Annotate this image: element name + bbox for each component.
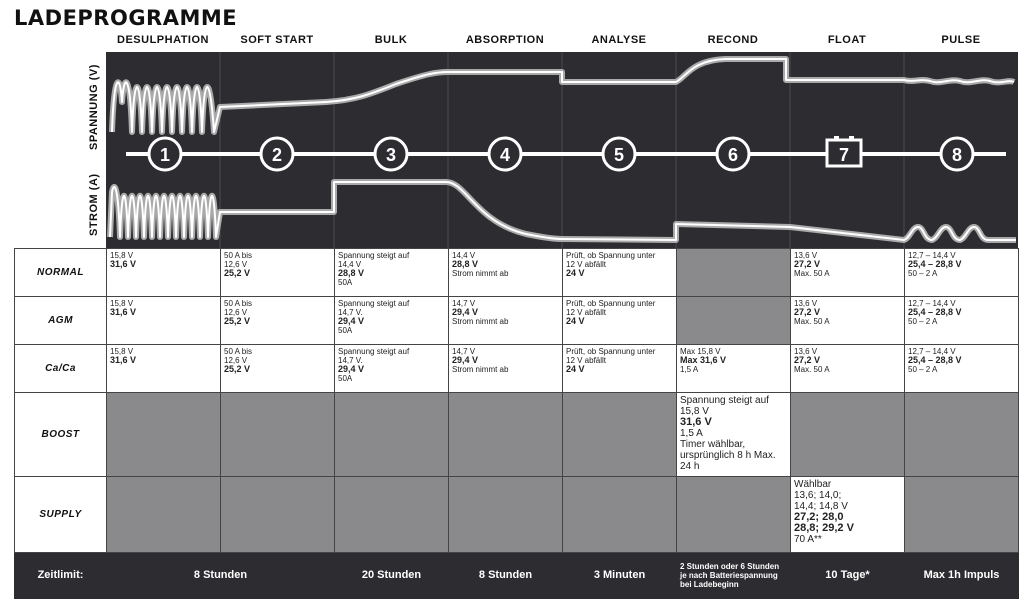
cell-line: Max 15,8 V bbox=[680, 347, 721, 356]
cell-line: 14,4; 14,8 V bbox=[794, 501, 848, 512]
cell-line: 29,4 V bbox=[452, 355, 479, 365]
cell-line: 25,4 – 28,8 V bbox=[908, 307, 962, 317]
time-limit-value: 8 Stunden bbox=[449, 553, 563, 599]
time-limit-value: 3 Minuten bbox=[563, 553, 677, 599]
cell-line: 31,6 V bbox=[110, 259, 137, 269]
cell-line: 13,6; 14,0; bbox=[794, 490, 842, 501]
table-cell-empty bbox=[677, 477, 791, 553]
time-limit-value: 8 Stunden bbox=[107, 553, 335, 599]
table-cell bbox=[107, 297, 221, 345]
table-cell bbox=[335, 297, 449, 345]
step-8-number: 8 bbox=[951, 145, 963, 165]
table-cell-empty bbox=[449, 477, 563, 553]
cell-line: 50 A bis bbox=[224, 251, 253, 260]
table-cell bbox=[449, 249, 563, 297]
table-cell bbox=[449, 297, 563, 345]
table-row bbox=[15, 345, 1019, 393]
step-6-number: 6 bbox=[727, 145, 739, 165]
col-header-analyse: ANALYSE bbox=[591, 34, 647, 46]
cell-line: 50 – 2 A bbox=[908, 317, 938, 326]
cell-line: 70 A** bbox=[794, 534, 822, 545]
cell-line: 50 – 2 A bbox=[908, 365, 938, 374]
step-1-number: 1 bbox=[159, 145, 171, 165]
row-label-agm: AGM bbox=[15, 297, 107, 345]
table-cell-empty bbox=[107, 393, 221, 477]
table-cell bbox=[335, 345, 449, 393]
table-row bbox=[15, 393, 1019, 477]
table-cell-empty bbox=[107, 477, 221, 553]
table-cell-empty bbox=[563, 477, 677, 553]
table-cell bbox=[905, 297, 1019, 345]
cell-line: 50A bbox=[338, 278, 353, 287]
cell-line: Spannung steigt auf bbox=[338, 299, 410, 308]
table-cell bbox=[221, 345, 335, 393]
cell-line: Strom nimmt ab bbox=[452, 269, 509, 278]
row-label-normal: NORMAL bbox=[15, 249, 107, 297]
col-header-soft-start: SOFT START bbox=[240, 34, 314, 46]
cell-line: 24 V bbox=[566, 364, 585, 374]
cell-line: 31,6 V bbox=[110, 355, 137, 365]
cell-line: 50A bbox=[338, 326, 353, 335]
cell-line: 25,2 V bbox=[224, 268, 251, 278]
col-header-desulphation: DESULPHATION bbox=[117, 34, 209, 46]
table-cell bbox=[335, 249, 449, 297]
table-cell bbox=[791, 477, 905, 553]
col-header-float: FLOAT bbox=[827, 34, 867, 46]
cell-line: 15,8 V bbox=[110, 251, 134, 260]
table-cell-empty bbox=[221, 393, 335, 477]
cell-line: 25,2 V bbox=[224, 364, 251, 374]
row-label-supply: SUPPLY bbox=[15, 477, 107, 553]
cell-line: 28,8 V bbox=[452, 259, 479, 269]
cell-line: 12,6 V bbox=[224, 260, 248, 269]
cell-line: 12 V abfällt bbox=[566, 260, 607, 269]
table-cell-empty bbox=[563, 393, 677, 477]
cell-line: Spannung steigt auf bbox=[680, 395, 769, 406]
table-cell bbox=[107, 249, 221, 297]
cell-line: Max. 50 A bbox=[794, 317, 830, 326]
cell-line: 24 V bbox=[566, 316, 585, 326]
table-cell bbox=[677, 345, 791, 393]
current-axis-label: STROM (A) bbox=[88, 173, 100, 236]
time-limit-label: Zeitlimit: bbox=[15, 553, 107, 599]
table-cell-empty bbox=[335, 393, 449, 477]
cell-line: 31,6 V bbox=[110, 307, 137, 317]
cell-line: 25,4 – 28,8 V bbox=[908, 355, 962, 365]
cell-line: 1,5 A bbox=[680, 365, 699, 374]
cell-line: Strom nimmt ab bbox=[452, 365, 509, 374]
charge-program-table bbox=[14, 248, 1019, 599]
cell-line: Prüft, ob Spannung unter bbox=[566, 347, 656, 356]
table-cell-empty bbox=[905, 393, 1019, 477]
cell-line: 25,4 – 28,8 V bbox=[908, 259, 962, 269]
cell-line: 14,4 V bbox=[338, 260, 362, 269]
col-header-bulk: BULK bbox=[374, 34, 408, 46]
cell-line: 14,7 V bbox=[452, 299, 476, 308]
cell-line: Prüft, ob Spannung unter bbox=[566, 299, 656, 308]
cell-line: 15,8 V bbox=[680, 406, 709, 417]
table-cell bbox=[791, 297, 905, 345]
cell-line: 24 V bbox=[566, 268, 585, 278]
cell-line: 24 h bbox=[680, 461, 700, 472]
time-limit-row bbox=[15, 553, 1019, 599]
cell-line: 12,7 – 14,4 V bbox=[908, 251, 956, 260]
time-limit-value: 10 Tage* bbox=[791, 553, 905, 599]
cell-line: Wählbar bbox=[794, 479, 832, 490]
cell-line: 13,6 V bbox=[794, 251, 818, 260]
cell-line: 29,4 V bbox=[452, 307, 479, 317]
voltage-curve bbox=[112, 59, 1014, 132]
table-cell bbox=[221, 249, 335, 297]
cell-line: Spannung steigt auf bbox=[338, 251, 410, 260]
cell-line: 12 V abfällt bbox=[566, 356, 607, 365]
cell-line: 27,2 V bbox=[794, 307, 821, 317]
col-header-pulse: PULSE bbox=[941, 34, 981, 46]
charge-curve-chart bbox=[106, 52, 1018, 248]
table-row bbox=[15, 477, 1019, 553]
table-cell bbox=[905, 249, 1019, 297]
cell-line: 15,8 V bbox=[110, 299, 134, 308]
table-cell bbox=[221, 297, 335, 345]
table-cell-empty bbox=[791, 393, 905, 477]
cell-line: 29,4 V bbox=[338, 316, 365, 326]
page-title: LADEPROGRAMME bbox=[14, 6, 238, 30]
cell-line: 28,8 V bbox=[338, 268, 365, 278]
time-limit-value: Max 1h Impuls bbox=[905, 553, 1019, 599]
cell-line: Prüft, ob Spannung unter bbox=[566, 251, 656, 260]
row-label-ca-ca: Ca/Ca bbox=[15, 345, 107, 393]
cell-line: 13,6 V bbox=[794, 299, 818, 308]
cell-line: 14,4 V bbox=[452, 251, 476, 260]
table-cell-empty bbox=[677, 297, 791, 345]
cell-line: Spannung steigt auf bbox=[338, 347, 410, 356]
battery-terminal-icon bbox=[834, 136, 839, 140]
col-header-absorption: ABSORPTION bbox=[465, 34, 545, 46]
cell-line: 31,6 V bbox=[680, 416, 712, 428]
step-5-number: 5 bbox=[613, 145, 625, 165]
table-cell bbox=[905, 345, 1019, 393]
cell-line: 12,6 V bbox=[224, 308, 248, 317]
cell-line: 14,7 V bbox=[452, 347, 476, 356]
cell-line: 50A bbox=[338, 374, 353, 383]
cell-line: 15,8 V bbox=[110, 347, 134, 356]
row-label-boost: BOOST bbox=[15, 393, 107, 477]
table-row bbox=[15, 297, 1019, 345]
cell-line: 50 – 2 A bbox=[908, 269, 938, 278]
cell-line: 28,8; 29,2 V bbox=[794, 522, 854, 534]
cell-line: 50 A bis bbox=[224, 347, 253, 356]
cell-line: Max 31,6 V bbox=[680, 355, 727, 365]
step-3-number: 3 bbox=[385, 145, 397, 165]
voltage-axis-label: SPANNUNG (V) bbox=[88, 64, 100, 150]
step-7-number: 7 bbox=[838, 145, 850, 165]
table-cell bbox=[563, 345, 677, 393]
col-header-recond: RECOND bbox=[707, 34, 759, 46]
time-limit-value: 2 Stunden oder 6 Stunden je nach Batteriespannung bei Ladebeginn bbox=[677, 553, 791, 599]
cell-line: 14,7 V. bbox=[338, 356, 363, 365]
cell-line: 13,6 V bbox=[794, 347, 818, 356]
cell-line: 27,2 V bbox=[794, 259, 821, 269]
cell-line: Max. 50 A bbox=[794, 269, 830, 278]
cell-line: 1,5 A bbox=[680, 428, 703, 439]
cell-line: 12,6 V bbox=[224, 356, 248, 365]
table-cell bbox=[563, 249, 677, 297]
table-row bbox=[15, 249, 1019, 297]
cell-line: 14,7 V. bbox=[338, 308, 363, 317]
charge-curve-svg bbox=[106, 52, 1018, 248]
table-cell bbox=[677, 393, 791, 477]
cell-line: 25,2 V bbox=[224, 316, 251, 326]
cell-line: 12,7 – 14,4 V bbox=[908, 299, 956, 308]
table-cell bbox=[791, 249, 905, 297]
cell-line: Max. 50 A bbox=[794, 365, 830, 374]
table-cell bbox=[563, 297, 677, 345]
cell-line: Timer wählbar, bbox=[680, 439, 746, 450]
time-limit-value: 20 Stunden bbox=[335, 553, 449, 599]
cell-line: 12,7 – 14,4 V bbox=[908, 347, 956, 356]
cell-line: Strom nimmt ab bbox=[452, 317, 509, 326]
step-4-number: 4 bbox=[499, 145, 511, 165]
cell-line: 12 V abfällt bbox=[566, 308, 607, 317]
cell-line: 29,4 V bbox=[338, 364, 365, 374]
cell-line: ursprünglich 8 h Max. bbox=[680, 450, 776, 461]
table-cell bbox=[449, 345, 563, 393]
cell-line: 50 A bis bbox=[224, 299, 253, 308]
cell-line: 27,2; 28,0 bbox=[794, 511, 844, 523]
battery-terminal-icon bbox=[849, 136, 854, 140]
table-cell-empty bbox=[677, 249, 791, 297]
table-cell bbox=[791, 345, 905, 393]
table-cell-empty bbox=[449, 393, 563, 477]
step-2-number: 2 bbox=[271, 145, 283, 165]
table-cell-empty bbox=[335, 477, 449, 553]
table-cell-empty bbox=[905, 477, 1019, 553]
table-cell-empty bbox=[221, 477, 335, 553]
cell-line: 27,2 V bbox=[794, 355, 821, 365]
table-cell bbox=[107, 345, 221, 393]
